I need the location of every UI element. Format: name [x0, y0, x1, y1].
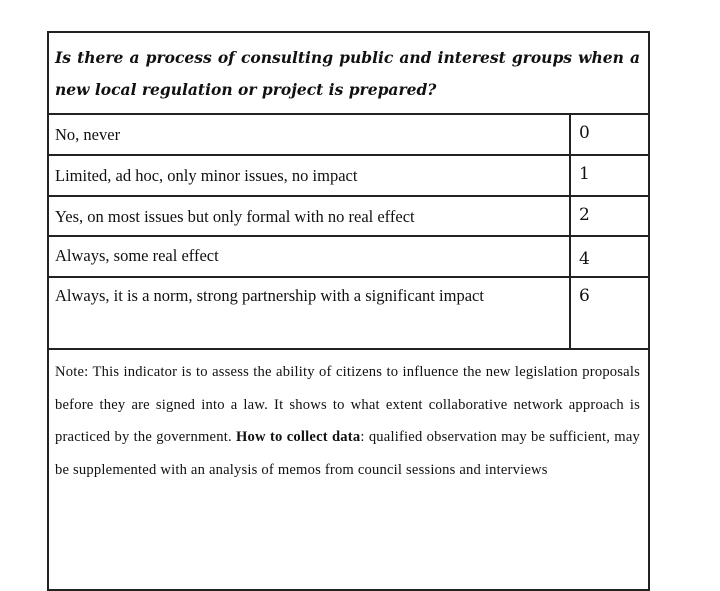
- option-score: 1: [569, 156, 648, 195]
- option-score: 4: [569, 237, 648, 276]
- table-row: [49, 156, 648, 197]
- collect-data-text: : qualified observation may be sufficient, may be supplemented with an analysis of memos from council sessions and interviews: [55, 429, 641, 478]
- option-label: Yes, on most issues but only formal with no real effect: [55, 207, 415, 226]
- table-row: [49, 278, 648, 350]
- indicator-table: [47, 31, 650, 591]
- option-label: Always, some real effect: [55, 246, 219, 265]
- option-score: 2: [569, 197, 648, 235]
- table-row: [49, 115, 648, 156]
- option-score: 6: [569, 278, 648, 348]
- question-heading: Is there a process of consulting public and interest groups when a new local regulation or project is prepared?: [49, 33, 648, 115]
- note-text: Note: This indicator is to assess the ability of citizens to influence the new legislation proposals before they are signed into a law. It shows to what extent collaborative network approach is practiced by the government.: [55, 364, 640, 445]
- table-row: [49, 237, 648, 278]
- collect-data-label: How to collect data: [236, 429, 361, 445]
- table-row: [49, 197, 648, 237]
- option-score: 0: [569, 115, 648, 154]
- note-block: [49, 350, 648, 486]
- option-label: No, never: [55, 125, 121, 144]
- option-label: Limited, ad hoc, only minor issues, no impact: [55, 166, 358, 185]
- option-label: Always, it is a norm, strong partnership with a significant impact: [55, 286, 484, 305]
